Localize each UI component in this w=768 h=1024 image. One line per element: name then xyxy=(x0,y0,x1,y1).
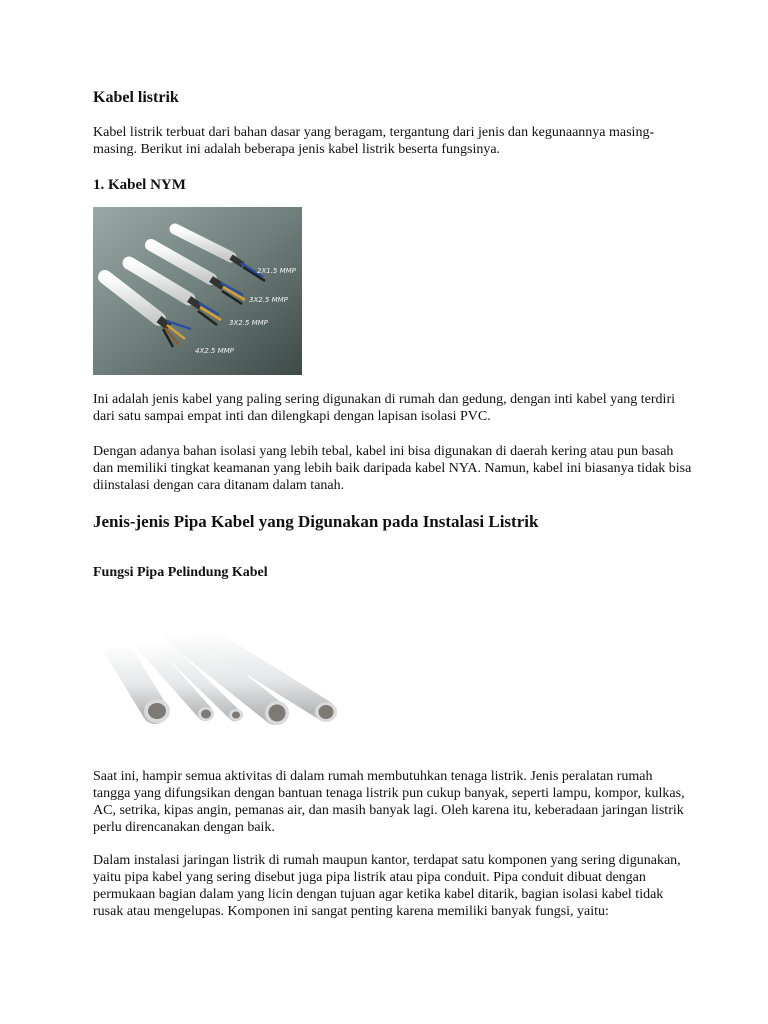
section-heading-kabel-nym: 1. Kabel NYM xyxy=(93,177,186,193)
label-3x2.5-b: 3X2.5 MMP xyxy=(229,319,268,327)
label-4x2.5: 4X2.5 MMP xyxy=(195,347,234,355)
nym-cable-image xyxy=(93,207,302,375)
conduit-pipes-image xyxy=(93,615,348,740)
label-3x2.5-a: 3X2.5 MMP xyxy=(249,296,288,304)
pipe-paragraph-1: Saat ini, hampir semua aktivitas di dalam rumah membutuhkan tenaga listrik. Jenis peralatan rumah tangga yang difungsikan dengan bantuan tenaga listrik pun cukup banyak, seperti lampu, kompor, kulkas, AC, setrika, kipas angin, pemanas air, dan masih banyak lagi. Oleh karena itu, keberadaan jaringan listrik perlu direncanakan dengan baik. xyxy=(93,769,685,835)
nym-paragraph-2: Dengan adanya bahan isolasi yang lebih tebal, kabel ini bisa digunakan di daerah kering atau pun basah dan memiliki tingkat keamanan yang lebih baik daripada kabel NYA. Namun, kabel ini biasanya tidak bisa diinstalasi dengan cara ditanam dalam tanah. xyxy=(93,444,692,493)
subheading-fungsi-pipa: Fungsi Pipa Pelindung Kabel xyxy=(93,565,268,580)
label-2x1.5: 2X1.5 MMP xyxy=(257,267,296,275)
nym-paragraph-1: Ini adalah jenis kabel yang paling sering digunakan di rumah dan gedung, dengan inti kabel yang terdiri dari satu sampai empat inti dan dilengkapi dengan lapisan isolasi PVC. xyxy=(93,392,675,424)
pipe-paragraph-2: Dalam instalasi jaringan listrik di rumah maupun kantor, terdapat satu komponen yang sering digunakan, yaitu pipa kabel yang sering disebut juga pipa listrik atau pipa conduit. Pipa conduit dibuat dengan permukaan bagian dalam yang licin dengan tujuan agar ketika kabel ditarik, bagian isolasi kabel tidak rusak atau mengelupas. Komponen ini sangat penting karena memiliki banyak fungsi, yaitu: xyxy=(93,853,681,919)
intro-paragraph: Kabel listrik terbuat dari bahan dasar yang beragam, tergantung dari jenis dan kegunaannya masing-masing. Berikut ini adalah beberapa jenis kabel listrik beserta fungsinya. xyxy=(93,125,655,157)
page-title: Kabel listrik xyxy=(93,89,179,106)
section-heading-pipa: Jenis-jenis Pipa Kabel yang Digunakan pada Instalasi Listrik xyxy=(93,512,539,531)
